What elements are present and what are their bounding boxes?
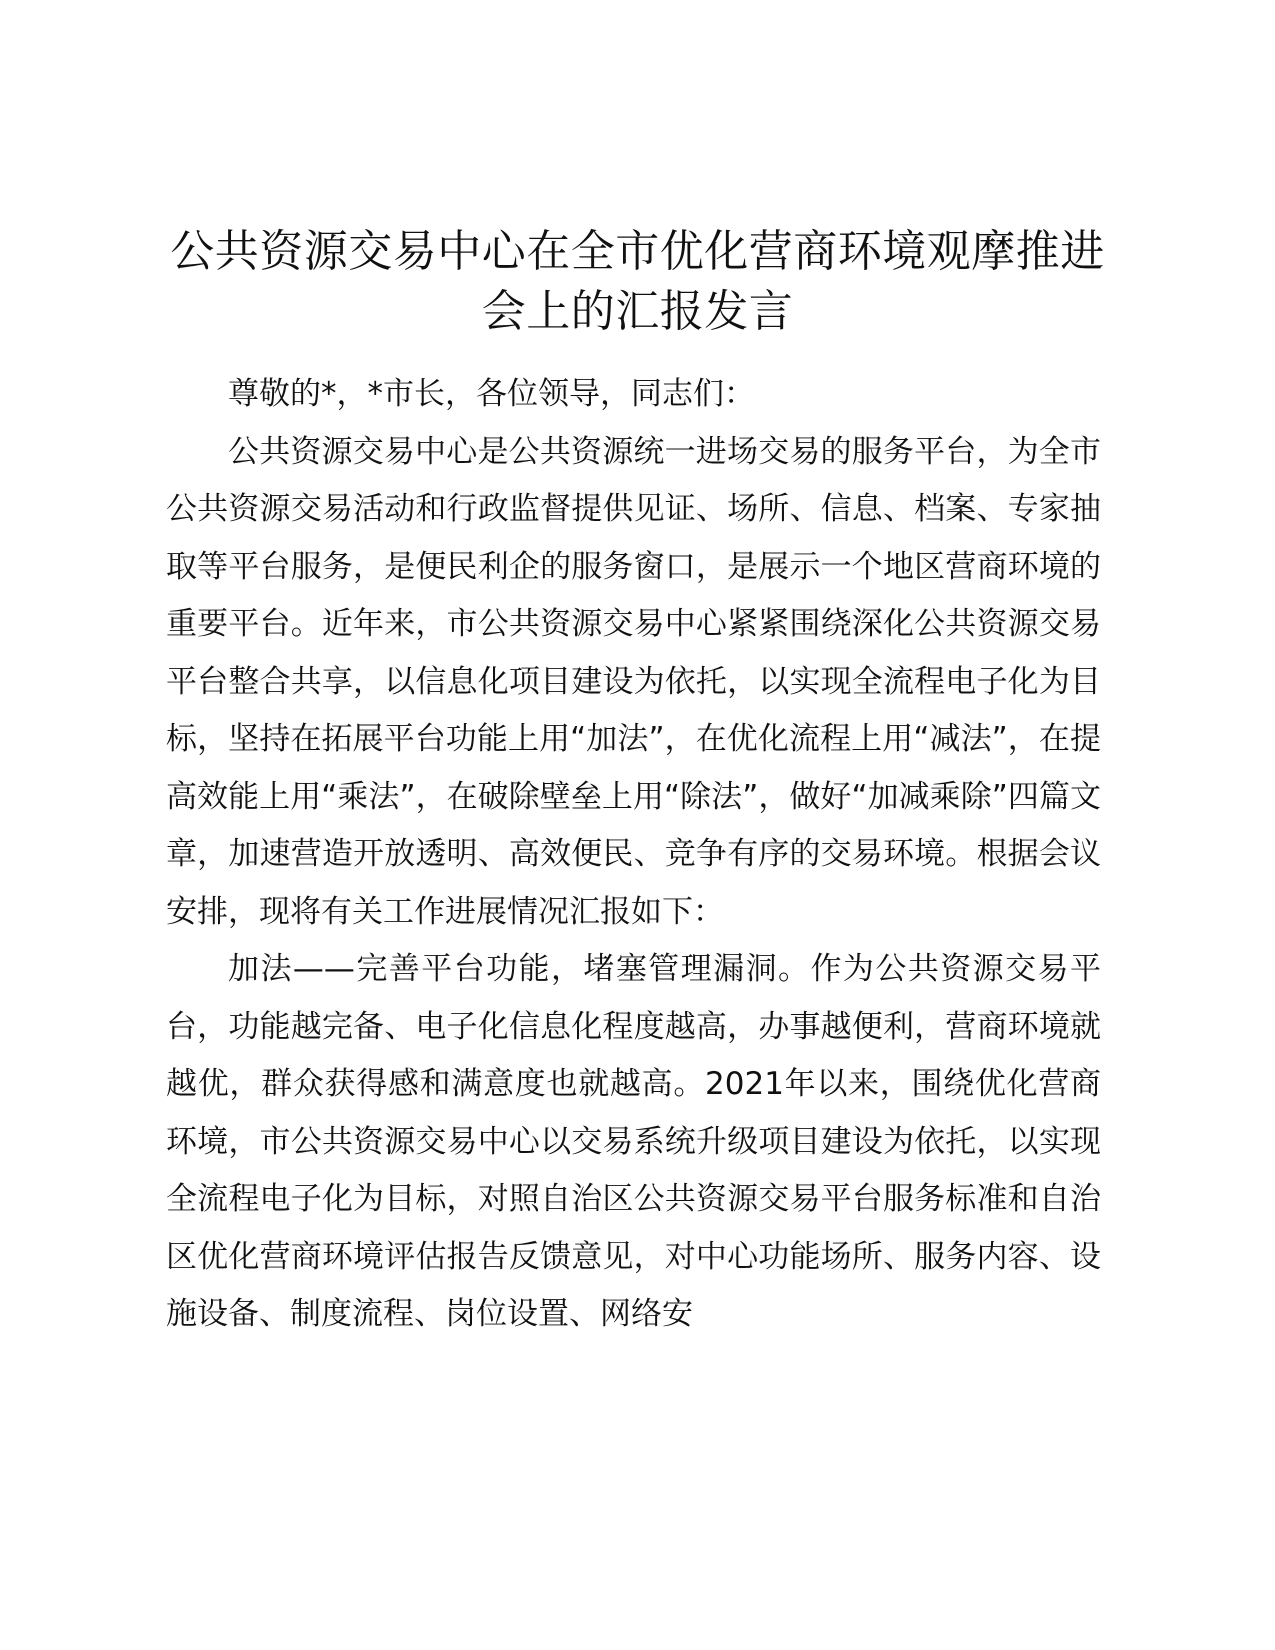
paragraph-addition: 加法——完善平台功能，堵塞管理漏洞。作为公共资源交易平台，功能越完备、电子化信息化程度越高，办事越便利，营商环境就越优，群众获得感和满意度也就越高。2021年以来，围绕优化营商环境，市公共资源交易中心以交易系统升级项目建设为依托，以实现全流程电子化为目标，对照自治区公共资源交易平台服务标准和自治区优化营商环境评估报告反馈意见，对中心功能场所、服务内容、设施设备、制度流程、岗位设置、网络安: [166, 951, 1101, 1332]
document-title: 公共资源交易中心在全市优化营商环境观摩推进会上的汇报发言: [170, 226, 1105, 337]
salutation: 尊敬的*，*市长，各位领导，同志们：: [228, 376, 755, 412]
paragraph-intro: 公共资源交易中心是公共资源统一进场交易的服务平台，为全市公共资源交易活动和行政监督提供见证、场所、信息、档案、专家抽取等平台服务，是便民利企的服务窗口，是展示一个地区营商环境的重要平台。近年来，市公共资源交易中心紧紧围绕深化公共资源交易平台整合共享，以信息化项目建设为依托，以实现全流程电子化为目标，坚持在拓展平台功能上用“加法”，在优化流程上用“减法”，在提高效能上用“乘法”，在破除壁垒上用“除法”，做好“加减乘除”四篇文章，加速营造开放透明、高效便民、竞争有序的交易环境。根据会议安排，现将有关工作进展情况汇报如下：: [166, 433, 1101, 930]
document-body: [166, 366, 1101, 1344]
